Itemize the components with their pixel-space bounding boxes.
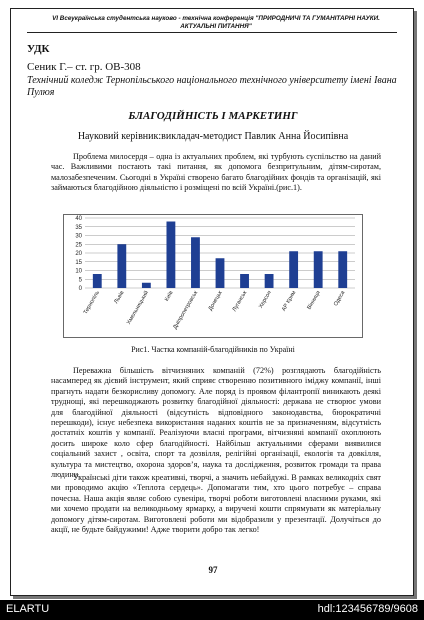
supervisor-line: Науковий керівник:викладач-методист Павлик Анна Йосипівна	[77, 131, 349, 142]
x-tick-label: Вінниця	[306, 290, 322, 311]
bar-9	[289, 251, 298, 288]
y-tick-label: 20	[75, 251, 82, 258]
bar-1	[93, 274, 102, 288]
conference-header: VI Всеукраїнська студентська науково - технічна конференція "ПРИРОДНИЧІ ТА ГУМАНІТАРНІ НАУКИ. АКТУАЛЬНІ ПИТАННЯ"	[52, 15, 380, 30]
paragraph-3: Українські діти також креативні, творчі, а значить небайдужі. В рамках великодніх свят ми проводимо акцію «Теплота сердець». Допомагати тим, хто цього потребує – справа почесна. Наша акція являє собою сувеніри, творчі роботи виготовлені власними руками, які ми хочемо продати на великодньому ярмарку, а виручені кошти спрямувати як матеріальну допомогу дітям-сиротам. Виготовлені роботи ми відобразили у презентації. Долучіться до акції, не будьте байдужими! Адже творити добро так легко!	[51, 473, 381, 535]
x-tick-label: АР Крим	[280, 290, 298, 313]
paragraph-1: Проблема милосердя – одна із актуальних проблем, які турбують суспільство на даний час. Важливими постають такі питання, як допомога безпритульним, дітям-сиротам, малозабезпеченим. Сьогодні в Україні створено багато благодійних фондів та організацій, які займаються благодійною діяльністю і розміщені по всій Україні.(рис.1).	[51, 152, 381, 193]
bar-2	[117, 244, 126, 288]
x-tick-label: Київ	[163, 290, 175, 303]
bar-10	[314, 251, 323, 288]
bar-5	[191, 237, 200, 288]
repository-name: ELARTU	[6, 603, 50, 615]
x-tick-label: Дніпропетровськ	[172, 290, 200, 331]
x-tick-label: Львів	[113, 290, 126, 305]
y-tick-label: 5	[78, 277, 82, 284]
bar-6	[216, 258, 225, 288]
y-tick-label: 35	[75, 224, 82, 231]
article-title: БЛАГОДІЙНІСТЬ І МАРКЕТИНГ	[128, 110, 298, 122]
bar-8	[265, 274, 274, 288]
bar-7	[240, 274, 249, 288]
bar-4	[166, 222, 175, 289]
x-tick-label: Хмельницький	[126, 290, 151, 326]
x-tick-label: Луганськ	[231, 290, 249, 313]
author-line: Сеник Г.– ст. гр. ОВ-308	[27, 61, 141, 73]
figure-caption: Рис1. Частка компаній-благодійників по Україні	[131, 345, 295, 354]
udk-label: УДК	[27, 43, 50, 55]
paragraph-2: Переважна більшість вітчизняних компаній (72%) розглядають благодійність насамперед як дієвий інструмент, який сприяє створенню позитивного іміджу компанії, інші прагнуть надати безкорисливу допомогу. Але поряд із проявом філантропії виникають деякі труднощі, які перешкоджають розвитку благодійної діяльності: держава не створює умови для благодійної діяльності (відсутність відповідного законодавства, бюрократичні перешкоди), існує небезпека використання наданих коштів не за призначенням, відсутність достатніх коштів у компанії. Реалізуючи власні програми, вітчизняні компанії охоплюють досить широке коло сфер благодійності. Найбільш актуальними сферами виявилися соціальний захист , освіта, спорт та дозвілля, релігійні організації, екологія та довкілля, культура та мистецтво, охорона здоров’я, наука та дослідження, розвиток громади та права людини.	[51, 366, 381, 480]
x-tick-label: Херсон	[258, 290, 273, 310]
y-tick-label: 0	[78, 286, 82, 293]
viewer-footer	[0, 600, 424, 620]
y-tick-label: 40	[75, 216, 82, 223]
x-tick-label: Одеса	[333, 290, 347, 308]
y-tick-label: 30	[75, 233, 82, 240]
bar-3	[142, 283, 151, 288]
affiliation: Технічний коледж Тернопільського національного технічного університету імені Івана Пулюя	[27, 75, 397, 98]
x-tick-label: Тернопіль	[82, 290, 102, 316]
y-tick-label: 10	[75, 268, 82, 275]
y-tick-label: 15	[75, 259, 82, 266]
x-tick-label: Донецьк	[207, 290, 224, 312]
y-tick-label: 25	[75, 242, 82, 249]
bar-chart	[63, 214, 363, 338]
bar-11	[338, 251, 347, 288]
header-divider	[27, 32, 397, 33]
handle-id: hdl:123456789/9608	[317, 603, 418, 615]
document-page	[10, 8, 414, 596]
page-number: 97	[208, 565, 218, 575]
